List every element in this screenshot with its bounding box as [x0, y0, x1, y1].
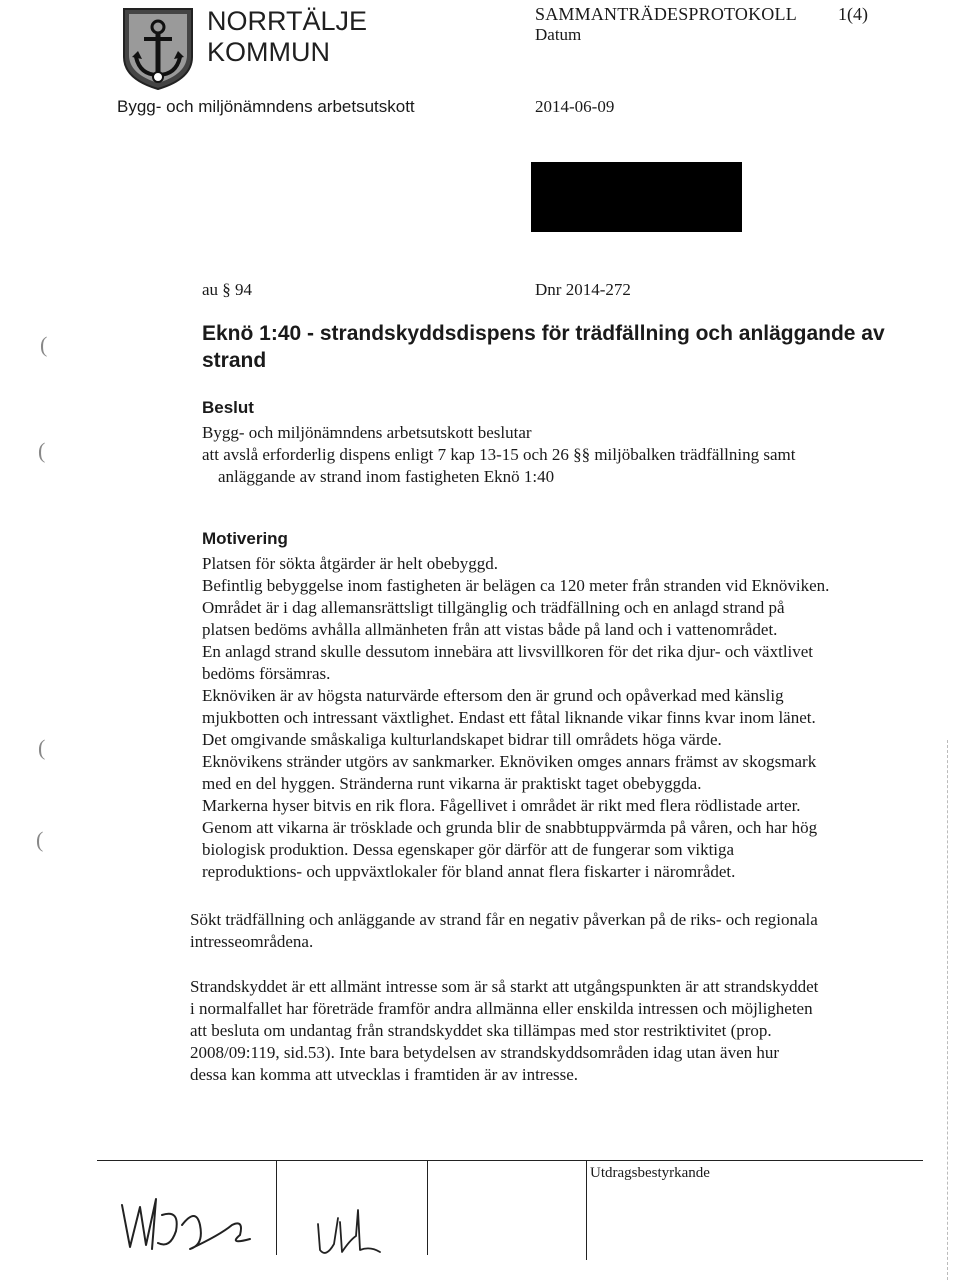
beslut-line: anläggande av strand inom fastigheten Eknö 1:40 [218, 467, 555, 486]
motivering-line: platsen bedöms avhålla allmänheten från att vistas både på land och i vattenområdet. [202, 620, 778, 639]
motivering-text [202, 553, 829, 883]
motivering-line: Markerna hyser bitvis en rik flora. Fågellivet i området är rikt med flera rödlistade arter. [202, 796, 801, 815]
beslut-text [202, 422, 795, 488]
signature-initials-1 [100, 1185, 260, 1255]
case-title: Eknö 1:40 - strandskyddsdispens för trädfällning och anläggande av strand [202, 322, 885, 372]
page-number: 1(4) [838, 4, 868, 24]
scan-edge-line [947, 740, 948, 1280]
kommun-logo-icon [118, 5, 198, 91]
motivering-line: Befintlig bebyggelse inom fastigheten är belägen ca 120 meter från stranden vid Eknöviken. [202, 576, 830, 595]
footer-column-divider [586, 1160, 587, 1260]
impact-line: Sökt trädfällning och anläggande av strand får en negativ påverkan på de riks- och regionala [190, 910, 818, 929]
committee-name: Bygg- och miljönämndens arbetsutskott [117, 97, 415, 116]
footer-rule [97, 1160, 923, 1161]
interest-line: i normalfallet har företräde framför andra allmänna eller enskilda intressen och möjligheten [190, 999, 813, 1018]
motivering-line: med en del hyggen. Stränderna runt vikarna är praktiskt taget obebyggda. [202, 774, 702, 793]
org-name-line1: NORRTÄLJE [207, 6, 368, 36]
beslut-line: att avslå erforderlig dispens enligt 7 kap 13-15 och 26 §§ miljöbalken trädfällning samt [202, 445, 796, 464]
org-name-line2: KOMMUN [207, 37, 330, 67]
date-label: Datum [535, 25, 582, 44]
beslut-line: Bygg- och miljönämndens arbetsutskott beslutar [202, 423, 532, 442]
margin-bracket-mark: ( [36, 827, 44, 852]
motivering-line: mjukbotten och intressant växtlighet. Endast ett fåtal liknande vikar finns kvar inom länet. [202, 708, 816, 727]
interest-line: Strandskyddet är ett allmänt intresse som är så starkt att utgångspunkten är att strandskyddet [190, 977, 819, 996]
motivering-line: reproduktions- och uppväxtlokaler för bland annat flera fiskarter i närområdet. [202, 862, 736, 881]
motivering-line: Området är i dag allemansrättsligt tillgänglig och trädfällning och en anlagd strand på [202, 598, 785, 617]
signature-initials-2 [300, 1200, 410, 1260]
motivering-line: Eknöviken är av högsta naturvärde eftersom den är grund och opåverkad med känslig [202, 686, 784, 705]
footer-column-divider [276, 1160, 277, 1255]
motivering-line: Det omgivande småskaliga kulturlandskapet bidrar till områdets höga värde. [202, 730, 722, 749]
date-value: 2014-06-09 [535, 97, 615, 116]
motivering-line: bedöms försämras. [202, 664, 331, 683]
interest-line: att besluta om undantag från strandskyddet ska tillämpas med stor restriktivitet (prop. [190, 1021, 772, 1040]
document-type: SAMMANTRÄDESPROTOKOLL [535, 4, 797, 24]
impact-paragraph [190, 909, 818, 953]
motivering-line: Platsen för sökta åtgärder är helt obebyggd. [202, 554, 498, 573]
diary-number: Dnr 2014-272 [535, 280, 631, 299]
beslut-heading: Beslut [202, 398, 254, 417]
footer-column-divider [427, 1160, 428, 1255]
margin-bracket-mark: ( [38, 438, 46, 463]
motivering-line: En anlagd strand skulle dessutom innebära att livsvillkoren för det rika djur- och växtlivet [202, 642, 814, 661]
certification-label: Utdragsbestyrkande [590, 1165, 710, 1181]
interest-line: 2008/09:119, sid.53). Inte bara betydelsen av strandskyddsområden idag utan även hur [190, 1043, 780, 1062]
motivering-line: Eknövikens stränder utgörs av sankmarker. Eknöviken omges annars främst av skogsmark [202, 752, 817, 771]
interest-line: dessa kan komma att utvecklas i framtiden är av intresse. [190, 1065, 579, 1084]
interest-paragraph [190, 976, 818, 1086]
redaction-block [531, 162, 742, 232]
organization-name [207, 6, 387, 68]
motivering-heading: Motivering [202, 529, 288, 548]
margin-bracket-mark: ( [40, 332, 48, 357]
motivering-line: biologisk produktion. Dessa egenskaper gör därför att de fungerar som viktiga [202, 840, 735, 859]
motivering-line: Genom att vikarna är trösklade och grunda blir de snabbtuppvärmda på våren, och har hög [202, 818, 818, 837]
impact-line: intresseområdena. [190, 932, 314, 951]
margin-bracket-mark: ( [38, 735, 46, 760]
paragraph-number: au § 94 [202, 280, 253, 299]
